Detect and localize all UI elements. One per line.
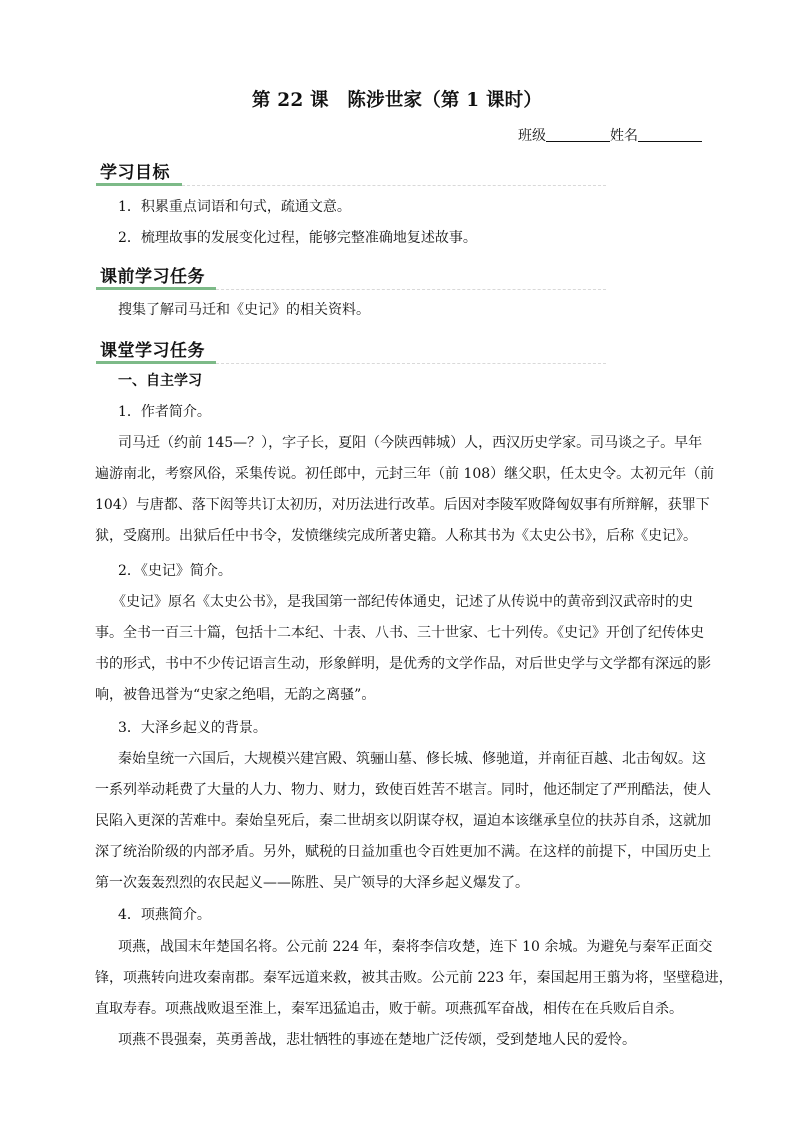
page-title: 第 22 课 陈涉世家（第 1 课时）: [251, 90, 543, 111]
section-dashed-rule: [216, 289, 606, 290]
section-label: 课堂学习任务: [100, 341, 205, 361]
section-dashed-rule: [216, 363, 606, 364]
author-line-4: 狱，受腐刑。出狱后任中书令，发愤继续完成所著史籍。人称其书为《太史公书》，后称《史记》。: [95, 528, 697, 544]
section-underline: [96, 287, 216, 290]
shiji-line-4: 响，被鲁迅誉为“史家之绝唱，无韵之离骚”。: [95, 687, 376, 703]
shiji-line-2: 事。全书一百三十篇，包括十二本纪、十表、八书、三十世家、七十列传。《史记》开创了纪传体史: [95, 625, 704, 641]
background-line-5: 第一次轰轰烈烈的农民起义——陈胜、吴广领导的大泽乡起义爆发了。: [95, 875, 529, 891]
background-line-3: 民陷入更深的苦难中。秦始皇死后，秦二世胡亥以阴谋夺权，逼迫本该继承皇位的扶苏自杀，这就加: [95, 813, 711, 829]
author-line-2: 遍游南北，考察风俗，采集传说。初任郎中，元封三年（前 108）继父职，任太史令。太初元年（前: [95, 466, 715, 482]
xiangyan-title: 4．项燕简介。: [118, 907, 211, 923]
background-title: 3．大泽乡起义的背景。: [118, 720, 267, 736]
xiangyan-extra: 项燕不畏强秦，英勇善战，悲壮牺牲的事迹在楚地广泛传颂，受到楚地人民的爱怜。: [118, 1032, 636, 1048]
class-name-line: [518, 125, 702, 145]
background-line-1: 秦始皇统一六国后，大规模兴建宫殿、筑骊山墓、修长城、修驰道，并南征百越、北击匈奴。这: [118, 751, 706, 767]
section-underline: [96, 183, 182, 186]
xiangyan-line-1: 项燕，战国末年楚国名将。公元前 224 年，秦将李信攻楚，连下 10 余城。为避免与秦军正面交: [118, 939, 713, 955]
sub-heading-self-study: 一、自主学习: [118, 373, 202, 389]
author-intro-title: 1．作者简介。: [118, 404, 211, 420]
name-blank: [638, 127, 702, 142]
section-dashed-rule: [182, 185, 606, 186]
class-label: 班级: [518, 128, 546, 144]
shiji-line-3: 书的形式，书中不少传记语言生动，形象鲜明，是优秀的文学作品，对后世史学与文学都有深远的影: [95, 656, 711, 672]
goal-item-2: 2．梳理故事的发展变化过程，能够完整准确地复述故事。: [118, 230, 477, 246]
background-line-4: 深了统治阶级的内部矛盾。另外，赋税的日益加重也令百姓更加不满。在这样的前提下，中国历史上: [95, 844, 711, 860]
section-label: 课前学习任务: [100, 267, 205, 287]
shiji-intro-title: 2．《史记》简介。: [118, 563, 232, 579]
shiji-line-1: 《史记》原名《太史公书》，是我国第一部纪传体通史，记述了从传说中的黄帝到汉武帝时的史: [112, 594, 693, 610]
xiangyan-line-2: 锋，项燕转向进攻秦南郡。秦军远道来救，被其击败。公元前 223 年，秦国起用王翦为将，坚壁稳进，: [95, 970, 733, 986]
section-class-heading: [96, 336, 606, 364]
section-pre-heading: [96, 262, 606, 290]
goal-item-1: 1．积累重点词语和句式，疏通文意。: [118, 199, 351, 215]
author-line-1: 司马迁（约前 145—？），字子长，夏阳（今陕西韩城）人，西汉历史学家。司马谈之子。早年: [118, 435, 703, 451]
xiangyan-line-3: 直取寿春。项燕战败退至淮上，秦军迅猛追击，败于蕲。项燕孤军奋战，相传在在兵败后自杀。: [95, 1001, 683, 1017]
author-line-3: 104）与唐都、落下闳等共订太初历，对历法进行改革。后因对李陵军败降匈奴事有所辩解，获罪下: [95, 497, 710, 513]
section-goals-heading: [96, 158, 606, 186]
background-line-2: 一系列举动耗费了大量的人力、物力、财力，致使百姓苦不堪言。同时，他还制定了严刑酷法，使人: [95, 782, 711, 798]
class-blank: [546, 127, 610, 142]
section-label: 学习目标: [100, 163, 170, 183]
section-underline: [96, 361, 216, 364]
pre-task-text: 搜集了解司马迁和《史记》的相关资料。: [118, 302, 370, 318]
name-label: 姓名: [610, 128, 638, 144]
